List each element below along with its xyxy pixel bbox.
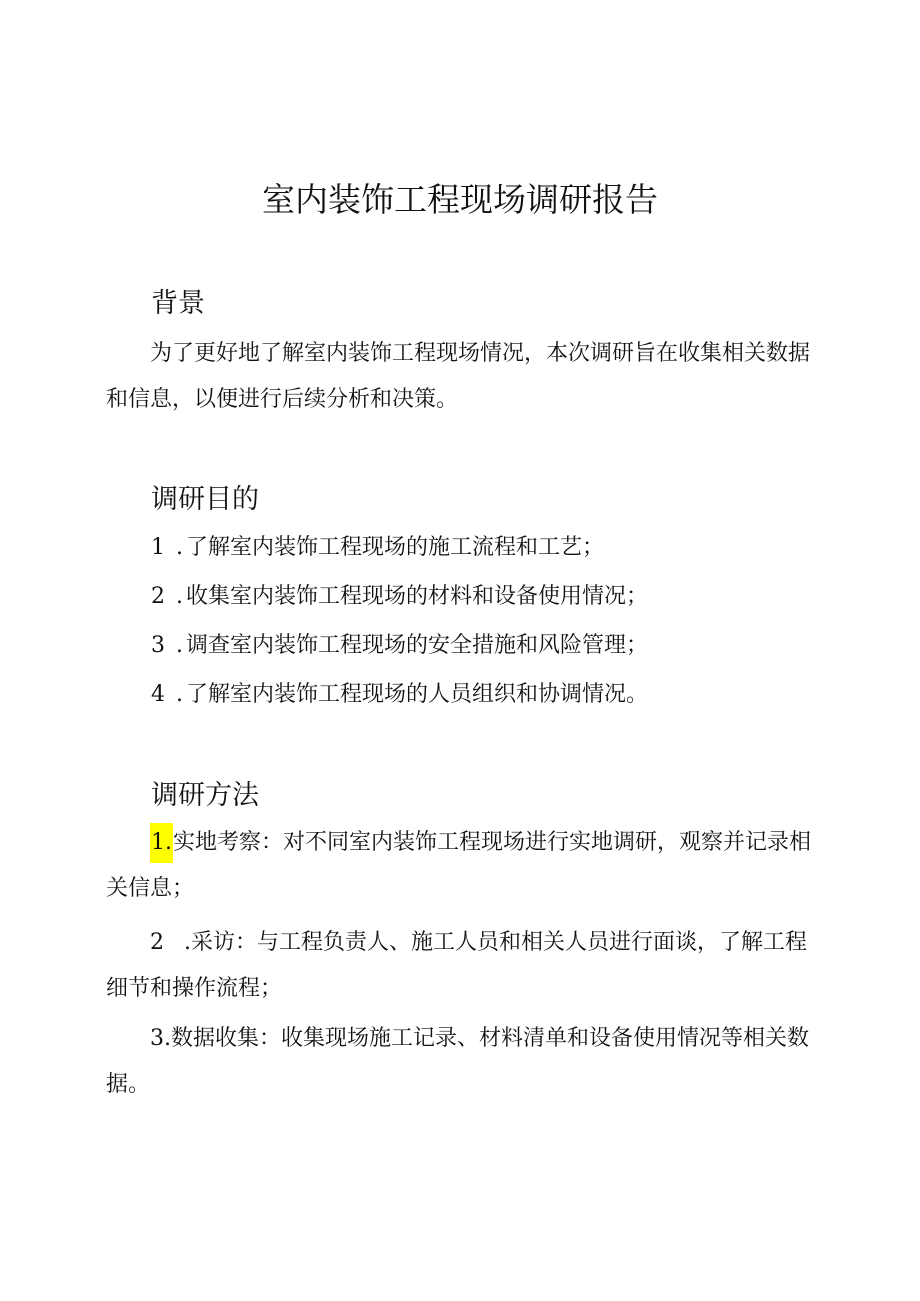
method-item-2 <box>106 920 822 1012</box>
purpose-item-number: 2 <box>151 584 165 609</box>
purpose-item-1 <box>151 532 831 564</box>
method-item-1 <box>106 820 822 912</box>
method-item-3 <box>106 1016 822 1108</box>
highlighted-number: 1. <box>150 823 173 863</box>
method-item-number: 2 <box>150 930 164 955</box>
purpose-item-separator: . <box>176 584 183 609</box>
purpose-item-text: 调查室内装饰工程现场的安全措施和风险管理； <box>186 633 649 658</box>
method-item-text: 数据收集：收集现场施工记录、材料清单和设备使用情况等相关数据。 <box>106 1026 810 1097</box>
purpose-item-4 <box>151 679 831 711</box>
background-text: 为了更好地了解室内装饰工程现场情况，本次调研旨在收集相关数据和信息，以便进行后续分析和决策。 <box>106 341 811 412</box>
purpose-item-separator: . <box>176 535 183 560</box>
purpose-heading: 调研目的 <box>151 484 259 515</box>
purpose-item-separator: . <box>176 682 183 707</box>
purpose-item-number: 4 <box>151 682 165 707</box>
purpose-item-separator: . <box>176 633 183 658</box>
methods-heading: 调研方法 <box>151 780 259 811</box>
purpose-item-number: 3 <box>151 633 165 658</box>
document-title: 室内装饰工程现场调研报告 <box>262 180 658 219</box>
background-heading: 背景 <box>151 288 205 319</box>
method-item-number: 3. <box>150 1026 171 1051</box>
purpose-item-text: 收集室内装饰工程现场的材料和设备使用情况； <box>186 584 649 609</box>
purpose-item-3 <box>151 630 831 662</box>
purpose-item-number: 1 <box>151 535 165 560</box>
method-item-separator: . <box>184 930 191 955</box>
purpose-item-text: 了解室内装饰工程现场的人员组织和协调情况。 <box>186 682 649 707</box>
purpose-item-text: 了解室内装饰工程现场的施工流程和工艺； <box>186 535 605 560</box>
method-item-text: 实地考察：对不同室内装饰工程现场进行实地调研，观察并记录相关信息； <box>106 830 812 901</box>
background-paragraph <box>106 331 822 423</box>
purpose-item-2 <box>151 581 831 613</box>
method-item-text: 采访：与工程负责人、施工人员和相关人员进行面谈，了解工程细节和操作流程； <box>106 930 808 1001</box>
